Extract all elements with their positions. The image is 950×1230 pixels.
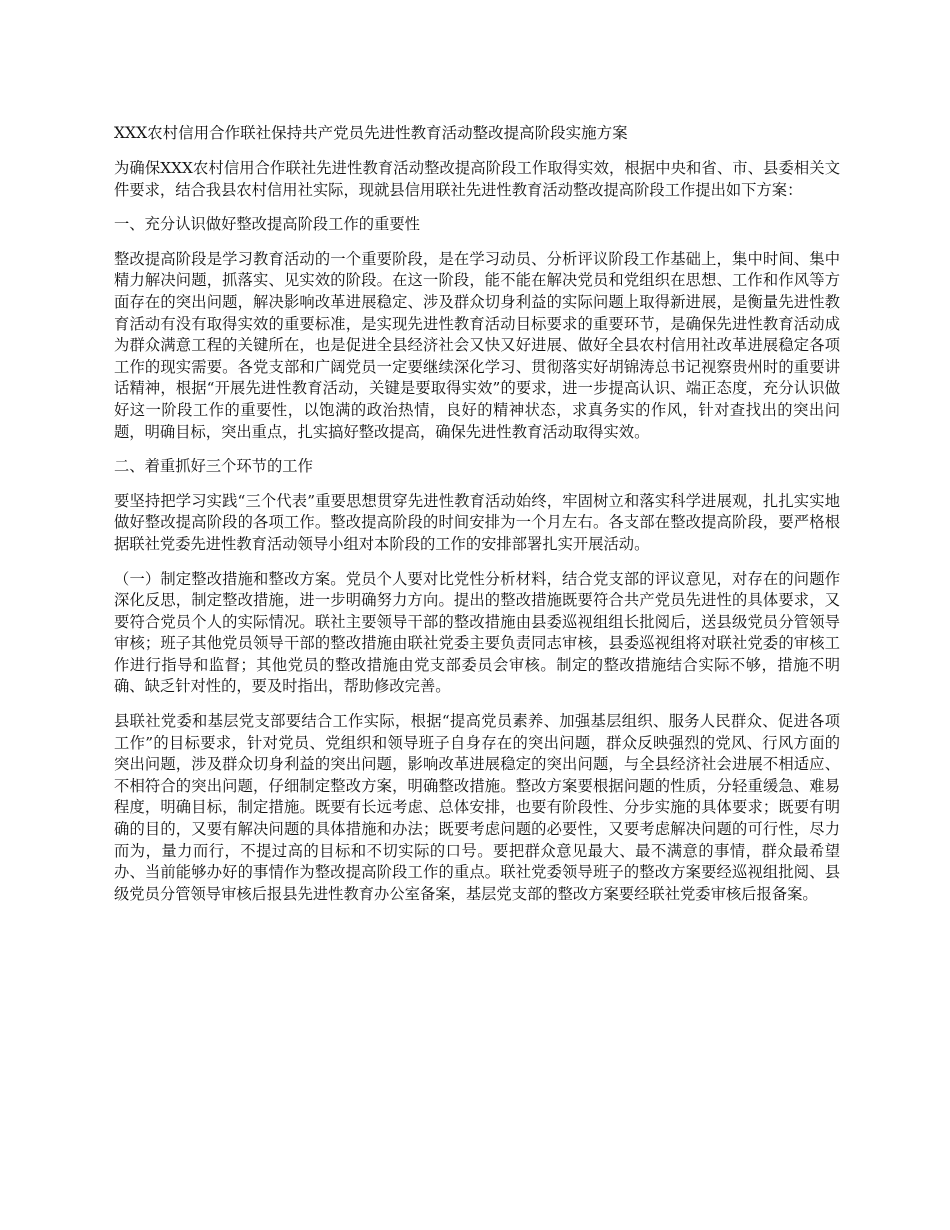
section-heading-1: 一、充分认识做好整改提高阶段工作的重要性 bbox=[114, 215, 420, 234]
intro-paragraph: 为确保XXX农村信用合作联社先进性教育活动整改提高阶段工作取得实效，根据中央和省、市、县委相关文件要求，结合我县农村信用社实际，现就县信用联社先进性教育活动整改提高阶段工作提出如下方案： bbox=[114, 159, 840, 199]
subsection-1-paragraph-2: 县联社党委和基层党支部要结合工作实际，根据“提高党员素养、加强基层组织、服务人民群众、促进各项工作”的目标要求，针对党员、党组织和领导班子自身存在的突出问题，群众反映强烈的党风、行风方面的突出问题，涉及群众切身利益的突出问题，影响改革进展稳定的突出问题，与全县经济社会进展不相适应、不相符合的突出问题，仔细制定整改方案，明确整改措施。整改方案要根据问题的性质，分轻重缓急、难易程度，明确目标，制定措施。既要有长远考虑、总体安排，也要有阶段性、分步实施的具体要求；既要有明确的目的，又要有解决问题的具体措施和办法；既要考虑问题的必要性，又要考虑解决问题的可行性，尽力而为，量力而行，不提过高的目标和不切实际的口号。要把群众意见最大、最不满意的事情，群众最希望办、当前能够办好的事情作为整改提高阶段工作的重点。联社党委领导班子的整改方案要经巡视组批阅、县级党员分管领导审核后报县先进性教育办公室备案，基层党支部的整改方案要经联社党委审核后报备案。 bbox=[114, 712, 840, 903]
section-2-paragraph: 要坚持把学习实践“三个代表”重要思想贯穿先进性教育活动始终，牢固树立和落实科学进展观，扎扎实实地做好整改提高阶段的各项工作。整改提高阶段的时间安排为一个月左右。各支部在整改提高阶段，要严格根据联社党委先进性教育活动领导小组对本阶段的工作的安排部署扎实开展活动。 bbox=[114, 491, 840, 553]
subsection-1-paragraph: （一）制定整改措施和整改方案。党员个人要对比党性分析材料，结合党支部的评议意见，对存在的问题作深化反思，制定整改措施，进一步明确努力方向。提出的整改措施既要符合共产党员先进性的具体要求，又要符合党员个人的实际情况。联社主要领导干部的整改措施由县委巡视组组长批阅后，送县级党员分管领导审核；班子其他党员领导干部的整改措施由联社党委主要负责同志审核，县委巡视组将对联社党委的审核工作进行指导和监督；其他党员的整改措施由党支部委员会审核。制定的整改措施结合实际不够，措施不明确、缺乏针对性的，要及时指出，帮助修改完善。 bbox=[114, 569, 840, 696]
section-1-paragraph: 整改提高阶段是学习教育活动的一个重要阶段，是在学习动员、分析评议阶段工作基础上，集中时间、集中精力解决问题，抓落实、见实效的阶段。在这一阶段，能不能在解决党员和党组织在思想、工作和作风等方面存在的突出问题，解决影响改革进展稳定、涉及群众切身利益的实际问题上取得新进展，是衡量先进性教育活动有没有取得实效的重要标准，是实现先进性教育活动目标要求的重要环节，是确保先进性教育活动成为群众满意工程的关键所在，也是促进全县经济社会又快又好进展、做好全县农村信用社改革进展稳定各项工作的现实需要。各党支部和广阔党员一定要继续深化学习、贯彻落实好胡锦涛总书记视察贵州时的重要讲话精神，根据“开展先进性教育活动，关键是要取得实效”的要求，进一步提高认识、端正态度，充分认识做好这一阶段工作的重要性，以饱满的政治热情，良好的精神状态，求真务实的作风，针对查找出的突出问题，明确目标，突出重点，扎实搞好整改提高，确保先进性教育活动取得实效。 bbox=[114, 249, 840, 441]
section-heading-2: 二、着重抓好三个环节的工作 bbox=[114, 457, 313, 476]
document-title: XXX农村信用合作联社保持共产党员先进性教育活动整改提高阶段实施方案 bbox=[114, 124, 628, 142]
document-page bbox=[114, 122, 840, 918]
